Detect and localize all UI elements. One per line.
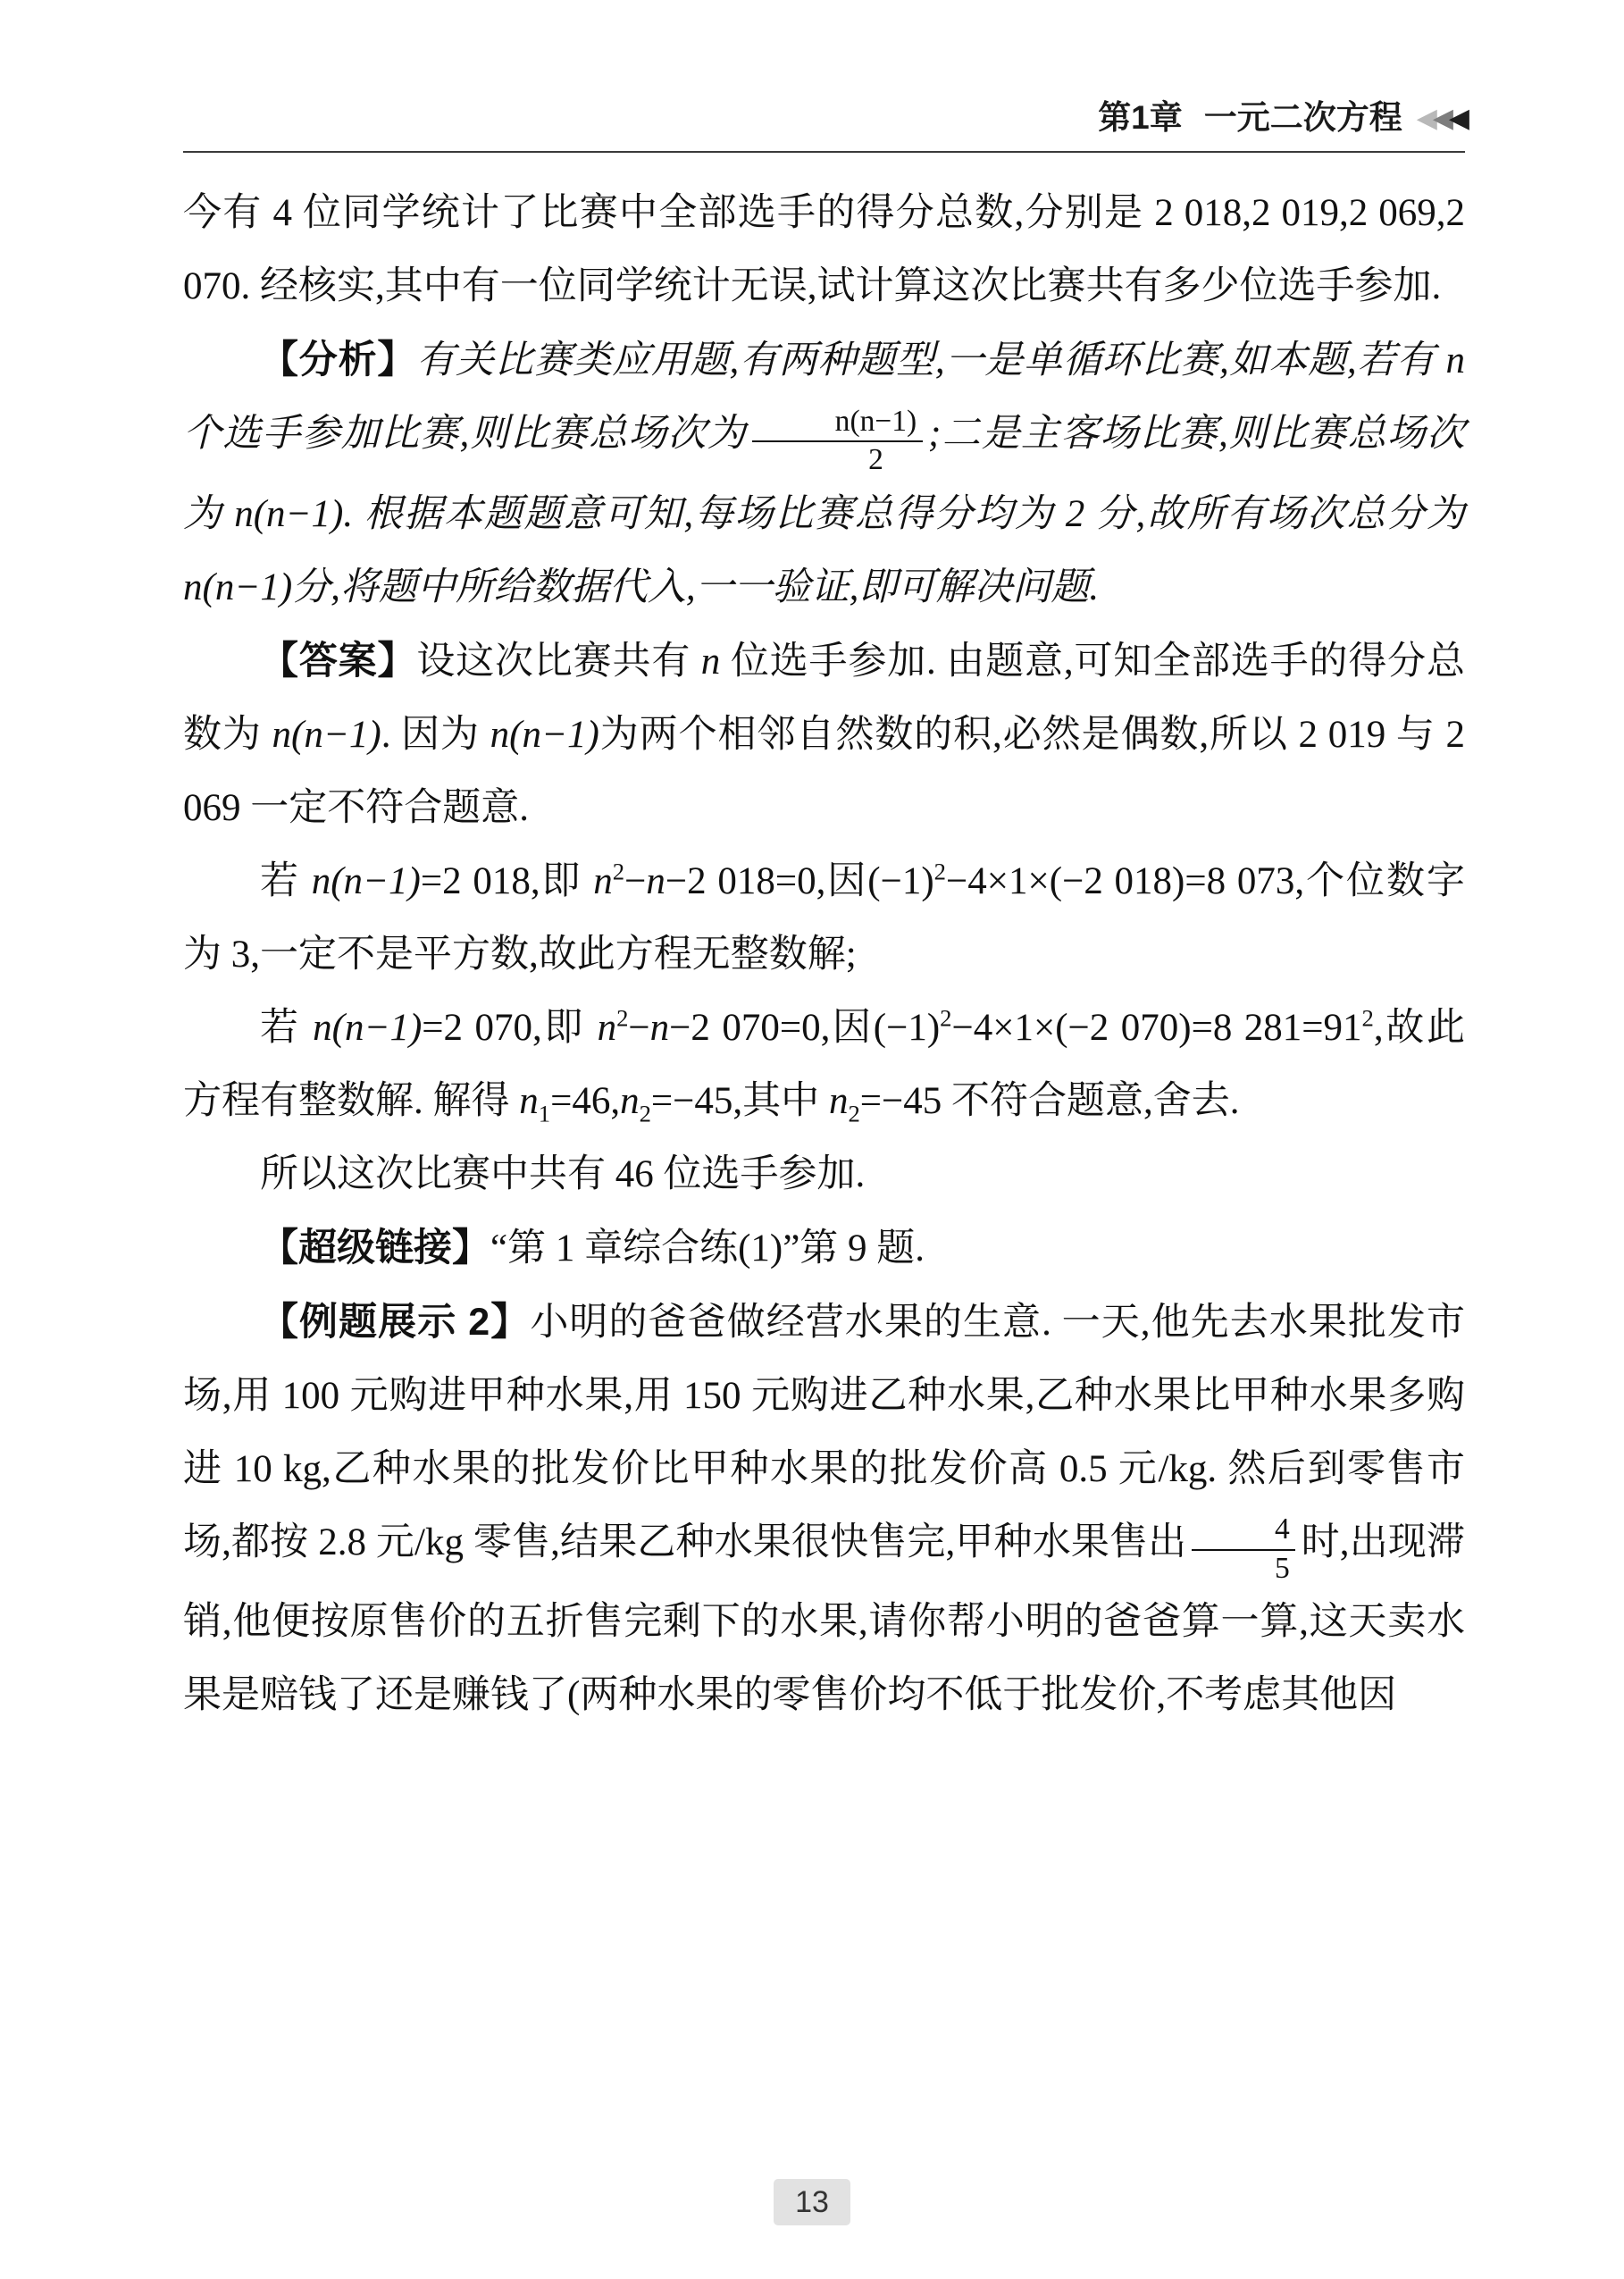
superscript: 2: [616, 1004, 629, 1032]
text-run: 位选手参加. 由题意,可知全部选手的得分总数为: [183, 640, 1465, 756]
math-var: n(n−1): [313, 1006, 423, 1049]
left-arrow-icon: ◀: [1448, 104, 1465, 133]
text-run: =2 070,即: [422, 1006, 598, 1049]
fraction: $\frac{n(n-1)}{2}$: [752, 404, 923, 478]
math-var: n: [597, 1006, 617, 1049]
left-arrow-icon: ◀: [1432, 104, 1449, 133]
text-run: 今有 4 位同学统计了比赛中全部选手的得分总数,分别是 2 018,2 019,2 069,2 070. 经核实,其中有一位同学统计无误,试计算这次比赛共有多少位选手参加.: [183, 192, 1465, 307]
math-var: n(n−1): [490, 713, 599, 756]
math-var: n: [1445, 339, 1466, 381]
text-run: =2 018,即: [420, 859, 594, 902]
text-run: ,故此方程有整数解. 解得: [183, 1006, 1465, 1122]
conclusion-paragraph: [183, 1138, 1465, 1211]
math-var: n: [646, 859, 666, 902]
superscript: 2: [612, 858, 625, 885]
math-var: n(n−1): [272, 713, 381, 756]
case-2018-paragraph: [183, 845, 1465, 992]
text-run: 为两个相邻自然数的积,必然是偶数,所以 2 019 与 2 069 一定不符合题意.: [183, 713, 1466, 829]
chapter-label: 第1章: [1098, 99, 1183, 136]
math-var: n: [649, 1006, 670, 1049]
text-run: −: [624, 859, 647, 902]
text-run: . 根据本题题意可知,每场比赛总得分均为 2 分,故所有场次总分为: [343, 492, 1466, 535]
page-number: 13: [774, 2179, 850, 2225]
left-arrow-icon: ◀: [1416, 104, 1433, 133]
text-run: −4×1×(−2 070)=8 281=91: [951, 1006, 1362, 1049]
text-run: −2 070=0,因(−1): [669, 1006, 941, 1049]
example-2-paragraph: [183, 1286, 1465, 1733]
superscript: 2: [933, 858, 946, 885]
page-body: [183, 177, 1465, 1732]
text-run: ;二是主客场比赛,则比赛总场次为: [183, 413, 1465, 535]
text-run: =−45 不符合题意,舍去.: [859, 1079, 1240, 1122]
text-run: 个选手参加比赛,则比赛总场次为: [183, 413, 747, 455]
section-label: 【例题展示 2】: [260, 1300, 531, 1344]
subscript: 2: [848, 1100, 860, 1127]
text-run: 设这次比赛共有: [416, 640, 701, 683]
text-run: −: [628, 1006, 650, 1049]
text-run: =46,: [550, 1079, 621, 1122]
math-var: n(n−1): [311, 859, 421, 902]
case-2070-paragraph: [183, 992, 1465, 1138]
text-run: 所以这次比赛中共有 46 位选手参加.: [260, 1152, 866, 1195]
text-run: =−45,其中: [650, 1079, 829, 1122]
subscript: 2: [639, 1100, 651, 1127]
text-run: 时,出现滞销,他便按原售价的五折售完剩下的水果,请你帮小明的爸爸算一算,这天卖水果是赔钱了还是赚钱了(两种水果的零售价均不低于批发价,不考虑其他因: [183, 1521, 1465, 1717]
math-var: n: [620, 1079, 640, 1122]
superscript: 2: [940, 1004, 952, 1032]
math-var: n: [593, 859, 613, 902]
math-var: n: [828, 1079, 849, 1122]
analysis-paragraph: [183, 323, 1465, 624]
text-run: 小明的爸爸做经营水果的生意. 一天,他先去水果批发市场,用 100 元购进甲种水果,用 150 元购进乙种水果,乙种水果比甲种水果多购进 10 kg,乙种水果的批发价比甲种水果的批发价高 0.5 元/kg. 然后到零售市场,都按 2.8 元/kg 零售,结果乙种水果很快售完,甲种水果售出: [183, 1301, 1465, 1563]
text-run: −2 018=0,因(−1): [665, 859, 934, 902]
math-var: n: [700, 640, 721, 683]
section-label: 【答案】: [260, 639, 417, 683]
page-footer: [0, 2179, 1624, 2225]
math-var: n(n−1): [183, 566, 293, 608]
section-label: 【超级链接】: [260, 1226, 490, 1269]
super-link-paragraph: [183, 1211, 1465, 1286]
paragraph-intro: [183, 177, 1465, 323]
text-run: 有关比赛类应用题,有两种题型,一是单循环比赛,如本题,若有: [416, 339, 1446, 381]
section-label: 【分析】: [260, 339, 417, 381]
superscript: 2: [1361, 1004, 1374, 1032]
page-header: [183, 100, 1465, 153]
text-run: “第 1 章综合练(1)”第 9 题.: [490, 1227, 925, 1269]
answer-paragraph: [183, 624, 1465, 845]
subscript: 1: [538, 1100, 551, 1127]
fraction: $\frac{4}{5}$: [1192, 1512, 1295, 1586]
text-run: 若: [260, 859, 312, 902]
chapter-title: 一元二次方程: [1203, 99, 1402, 136]
math-var: n(n−1): [234, 492, 344, 535]
text-run: 若: [260, 1006, 314, 1049]
header-arrows-icon: [1417, 104, 1465, 133]
text-run: 分,将题中所给数据代入,一一验证,即可解决问题.: [292, 566, 1100, 608]
text-run: −4×1×(−2 018)=8 073,个位数字为 3,一定不是平方数,故此方程无整数解;: [183, 859, 1465, 976]
math-var: n: [519, 1079, 539, 1122]
text-run: . 因为: [381, 713, 490, 756]
